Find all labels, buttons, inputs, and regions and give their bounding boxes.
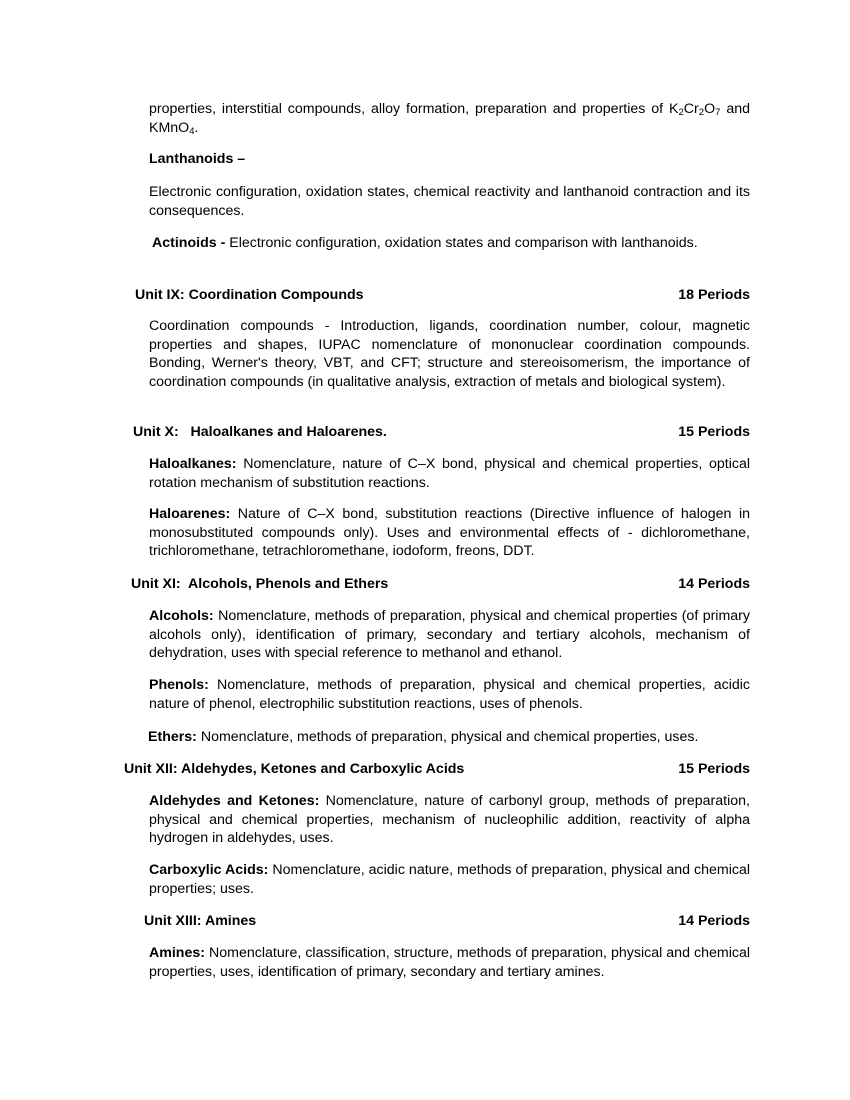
amines-term: Amines: bbox=[149, 945, 205, 961]
ethers-text: Nomenclature, methods of preparation, physical and chemical properties, uses. bbox=[196, 729, 699, 745]
carboxylic-acids-text: Nomenclature, acidic nature, methods of preparation, physical and chemical properties; uses. bbox=[149, 862, 750, 897]
intro-text-2: and KMnO bbox=[149, 101, 750, 136]
actinoids-paragraph bbox=[152, 234, 752, 253]
unit-title: Unit XII: Aldehydes, Ketones and Carboxylic Acids bbox=[124, 761, 465, 777]
haloarenes-term: Haloarenes: bbox=[149, 506, 231, 522]
haloarenes-paragraph bbox=[149, 505, 750, 561]
unit-x-heading bbox=[133, 423, 750, 441]
phenols-text: Nomenclature, methods of preparation, physical and chemical properties, acidic nature of phenol, electrophilic substitution reactions, uses of phenols. bbox=[149, 677, 750, 712]
alcohols-text: Nomenclature, methods of preparation, physical and chemical properties (of primary alcohols only), identification of primary, secondary and tertiary alcohols, mechanism of dehydration, uses with special reference to methanol and ethanol. bbox=[149, 608, 750, 661]
haloalkanes-text: Nomenclature, nature of C–X bond, physical and chemical properties, optical rotation mechanism of substitution reactions. bbox=[149, 456, 750, 491]
haloarenes-text: Nature of C–X bond, substitution reactions (Directive influence of halogen in monosubstituted compounds only). Uses and environmental effects of - dichloromethane, trichloromethane, tetrachloromethane, iodoform, freons, DDT. bbox=[149, 506, 750, 559]
alcohols-paragraph bbox=[149, 607, 750, 663]
actinoids-term: Actinoids - bbox=[152, 235, 226, 251]
amines-text: Nomenclature, classification, structure, methods of preparation, physical and chemical properties, uses, identification of primary, secondary and tertiary amines. bbox=[149, 945, 750, 980]
lanthanoids-text: Electronic configuration, oxidation states, chemical reactivity and lanthanoid contraction and its consequences. bbox=[149, 184, 750, 219]
subscript: 2 bbox=[698, 107, 705, 118]
phenols-term: Phenols: bbox=[149, 677, 209, 693]
ethers-term: Ethers: bbox=[148, 729, 197, 745]
unit-title: Unit XI: Alcohols, Phenols and Ethers bbox=[131, 576, 389, 592]
subscript: 4 bbox=[189, 125, 195, 137]
unit-periods: 14 Periods bbox=[678, 576, 750, 592]
actinoids-text: Electronic configuration, oxidation states and comparison with lanthanoids. bbox=[225, 235, 698, 251]
subscript: 7 bbox=[715, 107, 721, 118]
unit-title: Unit XIII: Amines bbox=[144, 913, 257, 929]
aldehydes-ketones-term: Aldehydes and Ketones: bbox=[149, 793, 320, 809]
unit-title: Unit IX: Coordination Compounds bbox=[135, 287, 364, 303]
unit-ix-heading bbox=[135, 286, 750, 304]
aldehydes-ketones-text: Nomenclature, nature of carbonyl group, methods of preparation, physical and chemical properties, mechanism of nucleophilic addition, reactivity of alpha hydrogen in aldehydes, uses. bbox=[149, 793, 750, 846]
unit-periods: 18 Periods bbox=[678, 287, 750, 303]
unit-periods: 15 Periods bbox=[678, 424, 750, 440]
intro-paragraph bbox=[149, 100, 750, 137]
carboxylic-acids-paragraph bbox=[149, 861, 750, 898]
unit-ix-text: Coordination compounds - Introduction, ligands, coordination number, colour, magnetic properties and shapes, IUPAC nomenclature of mononuclear coordination compounds. Bonding, Werner's theory, VBT, and CFT; structure and stereoisomerism, the importance of coordination compounds (in qualitative analysis, extraction of metals and biological system). bbox=[149, 318, 750, 390]
alcohols-term: Alcohols: bbox=[149, 608, 214, 624]
aldehydes-ketones-paragraph bbox=[149, 792, 750, 848]
unit-xii-heading bbox=[124, 760, 750, 778]
unit-xi-heading bbox=[131, 575, 750, 593]
unit-periods: 15 Periods bbox=[678, 761, 750, 777]
phenols-paragraph bbox=[149, 676, 750, 713]
haloalkanes-term: Haloalkanes: bbox=[149, 456, 237, 472]
carboxylic-acids-term: Carboxylic Acids: bbox=[149, 862, 269, 878]
ethers-paragraph bbox=[148, 728, 750, 747]
subscript: 2 bbox=[678, 107, 684, 118]
intro-text: properties, interstitial compounds, alloy formation, preparation and properties of K bbox=[149, 101, 679, 117]
unit-periods: 14 Periods bbox=[678, 913, 750, 929]
unit-title: Unit X: Haloalkanes and Haloarenes. bbox=[133, 424, 387, 440]
formula-part: Cr bbox=[683, 101, 699, 117]
lanthanoids-heading: Lanthanoids – bbox=[149, 151, 246, 167]
formula-part: O bbox=[704, 101, 716, 117]
amines-paragraph bbox=[149, 944, 750, 981]
unit-xiii-heading bbox=[144, 912, 750, 930]
haloalkanes-paragraph bbox=[149, 455, 750, 492]
intro-end: . bbox=[194, 119, 199, 136]
